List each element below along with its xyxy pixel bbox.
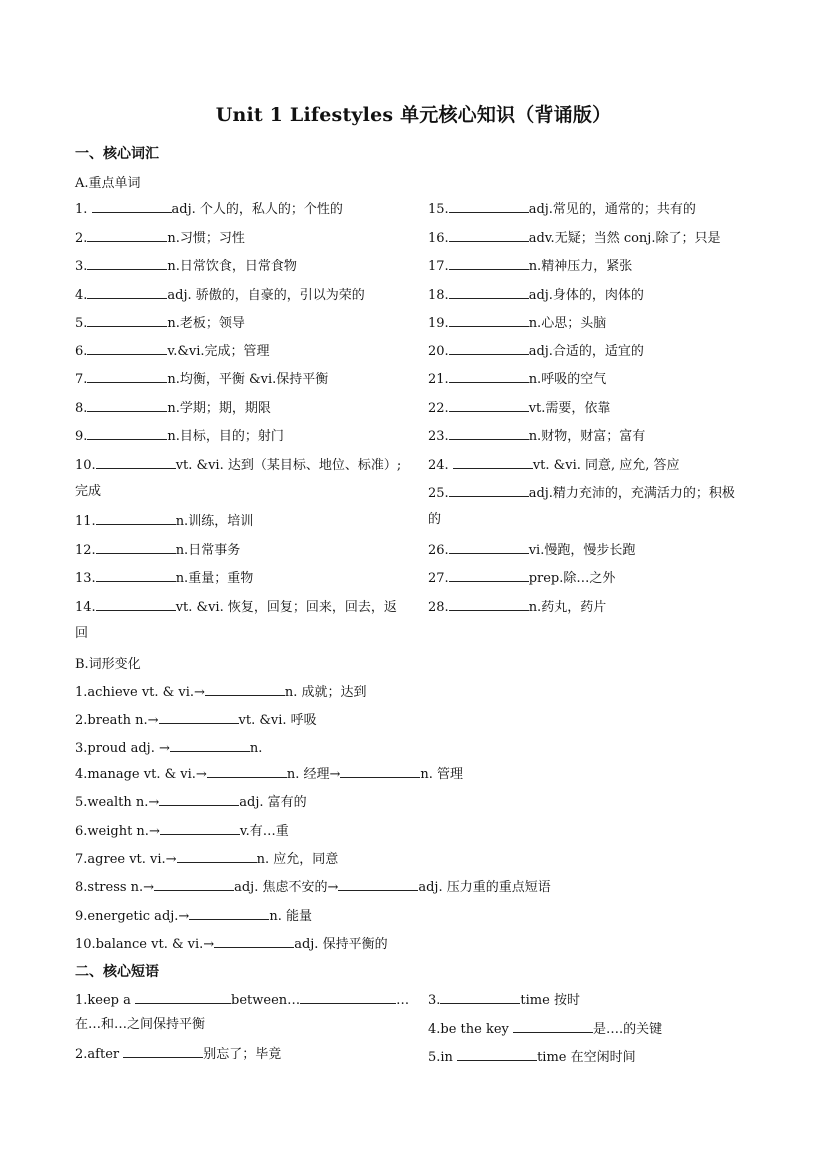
answer-blank[interactable] — [338, 877, 418, 891]
vocab-item-25: 25. adj.精力充沛的，充满活力的；积极 — [428, 483, 735, 503]
answer-blank[interactable] — [96, 455, 176, 469]
answer-blank[interactable] — [513, 1019, 593, 1033]
vocab-item-23: 23. n.财物，财富；富有 — [428, 426, 645, 446]
vocab-item-24: 24. vt. &vi. 同意, 应允, 答应 — [428, 455, 680, 475]
word-form-item-5: 5.wealth n.→ adj. 富有的 — [75, 792, 307, 812]
answer-blank[interactable] — [96, 540, 176, 554]
vocab-item-2: 2. n.习惯；习性 — [75, 228, 245, 248]
answer-blank[interactable] — [214, 934, 294, 948]
answer-blank[interactable] — [449, 285, 529, 299]
answer-blank[interactable] — [457, 1047, 537, 1061]
phrase-item-5: 5.in time 在空闲时间 — [428, 1047, 636, 1067]
answer-blank[interactable] — [189, 906, 269, 920]
answer-blank[interactable] — [154, 877, 234, 891]
subsection-heading-key-words: A.重点单词 — [75, 176, 141, 191]
section-heading-phrases: 二、核心短语 — [75, 964, 159, 980]
word-form-item-6: 6.weight n.→ v.有…重 — [75, 821, 289, 841]
vocab-item-18: 18. adj.身体的，肉体的 — [428, 285, 644, 305]
answer-blank[interactable] — [87, 228, 167, 242]
vocab-item-25-continued: 的 — [428, 512, 442, 527]
vocab-item-15: 15. adj.常见的，通常的；共有的 — [428, 199, 696, 219]
word-form-item-8: 8.stress n.→ adj. 焦虑不安的→ adj. 压力重的重点短语 — [75, 877, 551, 897]
phrase-item-2: 2.after 别忘了；毕竟 — [75, 1044, 281, 1064]
answer-blank[interactable] — [170, 738, 250, 752]
answer-blank[interactable] — [207, 764, 287, 778]
phrase-item-1-continued: 在…和…之间保持平衡 — [75, 1017, 206, 1032]
answer-blank[interactable] — [96, 597, 176, 611]
answer-blank[interactable] — [87, 285, 167, 299]
vocab-item-20: 20. adj.合适的，适宜的 — [428, 341, 644, 361]
section-heading-vocabulary: 一、核心词汇 — [75, 146, 159, 162]
answer-blank[interactable] — [440, 990, 520, 1004]
answer-blank[interactable] — [96, 568, 176, 582]
answer-blank[interactable] — [135, 990, 231, 1004]
vocab-item-12: 12. n.日常事务 — [75, 540, 240, 560]
vocab-item-22: 22. vt.需要，依靠 — [428, 398, 610, 418]
vocab-item-10-continued: 完成 — [75, 484, 102, 499]
word-form-item-2: 2.breath n.→ vt. &vi. 呼吸 — [75, 710, 317, 730]
vocab-item-5: 5. n.老板；领导 — [75, 313, 245, 333]
vocab-item-3: 3. n.日常饮食，日常食物 — [75, 256, 297, 276]
word-form-item-9: 9.energetic adj.→ n. 能量 — [75, 906, 312, 926]
vocab-item-16: 16. adv.无疑；当然 conj.除了；只是 — [428, 228, 720, 248]
answer-blank[interactable] — [449, 256, 529, 270]
vocab-item-11: 11. n.训练，培训 — [75, 511, 253, 531]
answer-blank[interactable] — [449, 597, 529, 611]
answer-blank[interactable] — [123, 1044, 203, 1058]
answer-blank[interactable] — [300, 990, 396, 1004]
answer-blank[interactable] — [449, 540, 529, 554]
answer-blank[interactable] — [453, 455, 533, 469]
word-form-item-10: 10.balance vt. & vi.→ adj. 保持平衡的 — [75, 934, 388, 954]
answer-blank[interactable] — [449, 341, 529, 355]
vocab-item-14: 14. vt. &vi. 恢复，回复；回来，回去，返 — [75, 597, 397, 617]
answer-blank[interactable] — [159, 792, 239, 806]
answer-blank[interactable] — [177, 849, 257, 863]
vocab-item-21: 21. n.呼吸的空气 — [428, 369, 606, 389]
answer-blank[interactable] — [205, 682, 285, 696]
vocab-item-14-continued: 回 — [75, 626, 89, 641]
vocab-item-7: 7. n.均衡，平衡 &vi.保持平衡 — [75, 369, 328, 389]
phrase-item-3: 3. time 按时 — [428, 990, 580, 1010]
answer-blank[interactable] — [449, 369, 529, 383]
phrase-item-1: 1.keep a between… … — [75, 990, 409, 1010]
word-form-item-4: 4.manage vt. & vi.→ n. 经理→ n. 管理 — [75, 764, 463, 784]
answer-blank[interactable] — [449, 199, 529, 213]
word-form-item-3: 3.proud adj. → n. — [75, 738, 262, 758]
vocab-item-13: 13. n.重量；重物 — [75, 568, 253, 588]
answer-blank[interactable] — [159, 710, 239, 724]
answer-blank[interactable] — [87, 369, 167, 383]
vocab-item-4: 4. adj. 骄傲的，自豪的，引以为荣的 — [75, 285, 365, 305]
vocab-item-1: 1. adj. 个人的，私人的；个性的 — [75, 199, 343, 219]
answer-blank[interactable] — [449, 483, 529, 497]
answer-blank[interactable] — [449, 228, 529, 242]
vocab-item-17: 17. n.精神压力，紧张 — [428, 256, 632, 276]
vocab-item-10: 10. vt. &vi. 达到（某目标、地位、标准）; — [75, 455, 401, 475]
answer-blank[interactable] — [449, 313, 529, 327]
vocab-item-26: 26. vi.慢跑，慢步长跑 — [428, 540, 635, 560]
page-title: Unit 1 Lifestyles 单元核心知识（背诵版） — [215, 104, 612, 126]
vocab-item-19: 19. n.心思；头脑 — [428, 313, 606, 333]
vocab-item-28: 28. n.药丸，药片 — [428, 597, 606, 617]
answer-blank[interactable] — [87, 341, 167, 355]
phrase-item-4: 4.be the key 是….的关键 — [428, 1019, 662, 1039]
vocab-item-6: 6. v.&vi.完成；管理 — [75, 341, 270, 361]
answer-blank[interactable] — [92, 199, 172, 213]
vocab-item-8: 8. n.学期；期，期限 — [75, 398, 271, 418]
answer-blank[interactable] — [340, 764, 420, 778]
vocab-item-9: 9. n.目标，目的；射门 — [75, 426, 284, 446]
answer-blank[interactable] — [449, 426, 529, 440]
answer-blank[interactable] — [87, 426, 167, 440]
answer-blank[interactable] — [449, 568, 529, 582]
word-form-item-7: 7.agree vt. vi.→ n. 应允，同意 — [75, 849, 338, 869]
subsection-heading-word-forms: B.词形变化 — [75, 657, 141, 672]
word-form-item-1: 1.achieve vt. & vi.→ n. 成就；达到 — [75, 682, 367, 702]
vocab-item-27: 27. prep.除…之外 — [428, 568, 615, 588]
answer-blank[interactable] — [87, 398, 167, 412]
answer-blank[interactable] — [449, 398, 529, 412]
answer-blank[interactable] — [87, 256, 167, 270]
answer-blank[interactable] — [87, 313, 167, 327]
answer-blank[interactable] — [160, 821, 240, 835]
answer-blank[interactable] — [96, 511, 176, 525]
